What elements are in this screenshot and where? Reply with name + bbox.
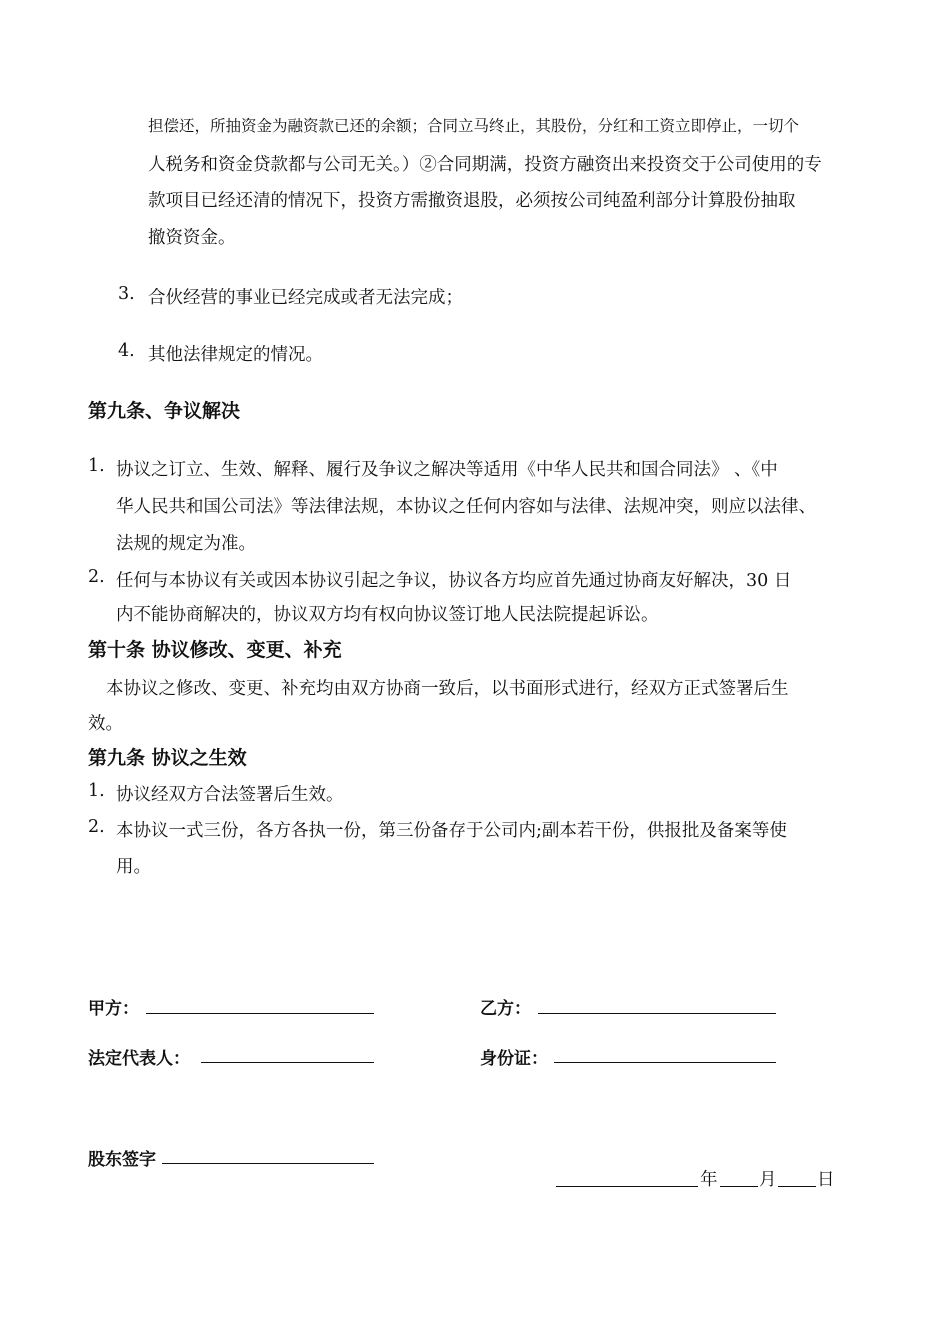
clause-text-line: 款项目已经还清的情况下，投资方需撤资退股，必须按公司纯盈利部分计算股份抽取 xyxy=(148,191,796,211)
party-b-signature-line xyxy=(538,1013,776,1014)
list-item-text: 华人民共和国公司法》等法律法规，本协议之任何内容如与法律、法规冲突，则应以法律、 xyxy=(116,497,816,517)
list-item-text: 任何与本协议有关或因本协议引起之争议，协议各方均应首先通过协商友好解决，30 日 xyxy=(116,571,792,591)
clause-text-line: 撤资资金。 xyxy=(148,228,236,248)
list-item-text: 协议经双方合法签署后生效。 xyxy=(116,785,344,805)
list-number: 1. xyxy=(88,781,105,801)
section-heading: 第九条、争议解决 xyxy=(88,400,241,422)
clause-text-line: 人税务和资金贷款都与公司无关。）②合同期满，投资方融资出来投资交于公司使用的专 xyxy=(148,155,822,175)
list-item-text: 协议之订立、生效、解释、履行及争议之解决等适用《中华人民共和国合同法》 、《中 xyxy=(116,460,778,480)
list-item-text: 法规的规定为准。 xyxy=(116,534,256,554)
list-number: 2. xyxy=(88,817,105,837)
list-item-text: 其他法律规定的情况。 xyxy=(148,345,323,365)
id-card-label: 身份证： xyxy=(480,1049,548,1069)
party-b-label: 乙方： xyxy=(480,999,531,1019)
date-day-line xyxy=(778,1186,816,1187)
party-a-signature-line xyxy=(146,1013,374,1014)
legal-rep-signature-line xyxy=(201,1062,374,1063)
list-item-text: 本协议一式三份，各方各执一份，第三份备存于公司内;副本若干份，供报批及备案等使 xyxy=(116,821,787,841)
paragraph-line: 本协议之修改、变更、补充均由双方协商一致后，以书面形式进行，经双方正式签署后生 xyxy=(106,679,789,699)
date-year-line xyxy=(556,1186,698,1187)
date-year-label: 年 xyxy=(700,1170,718,1190)
clause-text-line: 担偿还，所抽资金为融资款已还的余额；合同立马终止，其股份，分红和工资立即停止，一切个 xyxy=(148,117,800,135)
list-item-text: 用。 xyxy=(116,857,151,877)
shareholder-signature-label: 股东签字 xyxy=(88,1150,156,1170)
date-month-label: 月 xyxy=(759,1170,777,1190)
shareholder-signature-line xyxy=(162,1163,374,1164)
id-card-line xyxy=(554,1062,776,1063)
list-number: 1. xyxy=(88,456,105,476)
list-number: 2. xyxy=(88,567,105,587)
list-number: 4. xyxy=(118,341,135,361)
date-day-label: 日 xyxy=(817,1170,835,1190)
list-number: 3. xyxy=(118,284,135,304)
date-month-line xyxy=(720,1186,758,1187)
list-item-text: 合伙经营的事业已经完成或者无法完成； xyxy=(148,288,463,308)
section-heading: 第十条 协议修改、变更、补充 xyxy=(88,639,342,661)
paragraph-line: 效。 xyxy=(88,714,123,734)
party-a-label: 甲方： xyxy=(88,999,139,1019)
section-heading: 第九条 协议之生效 xyxy=(88,747,247,769)
list-item-text: 内不能协商解决的，协议双方均有权向协议签订地人民法院提起诉讼。 xyxy=(116,605,659,625)
legal-rep-label: 法定代表人： xyxy=(88,1049,190,1069)
